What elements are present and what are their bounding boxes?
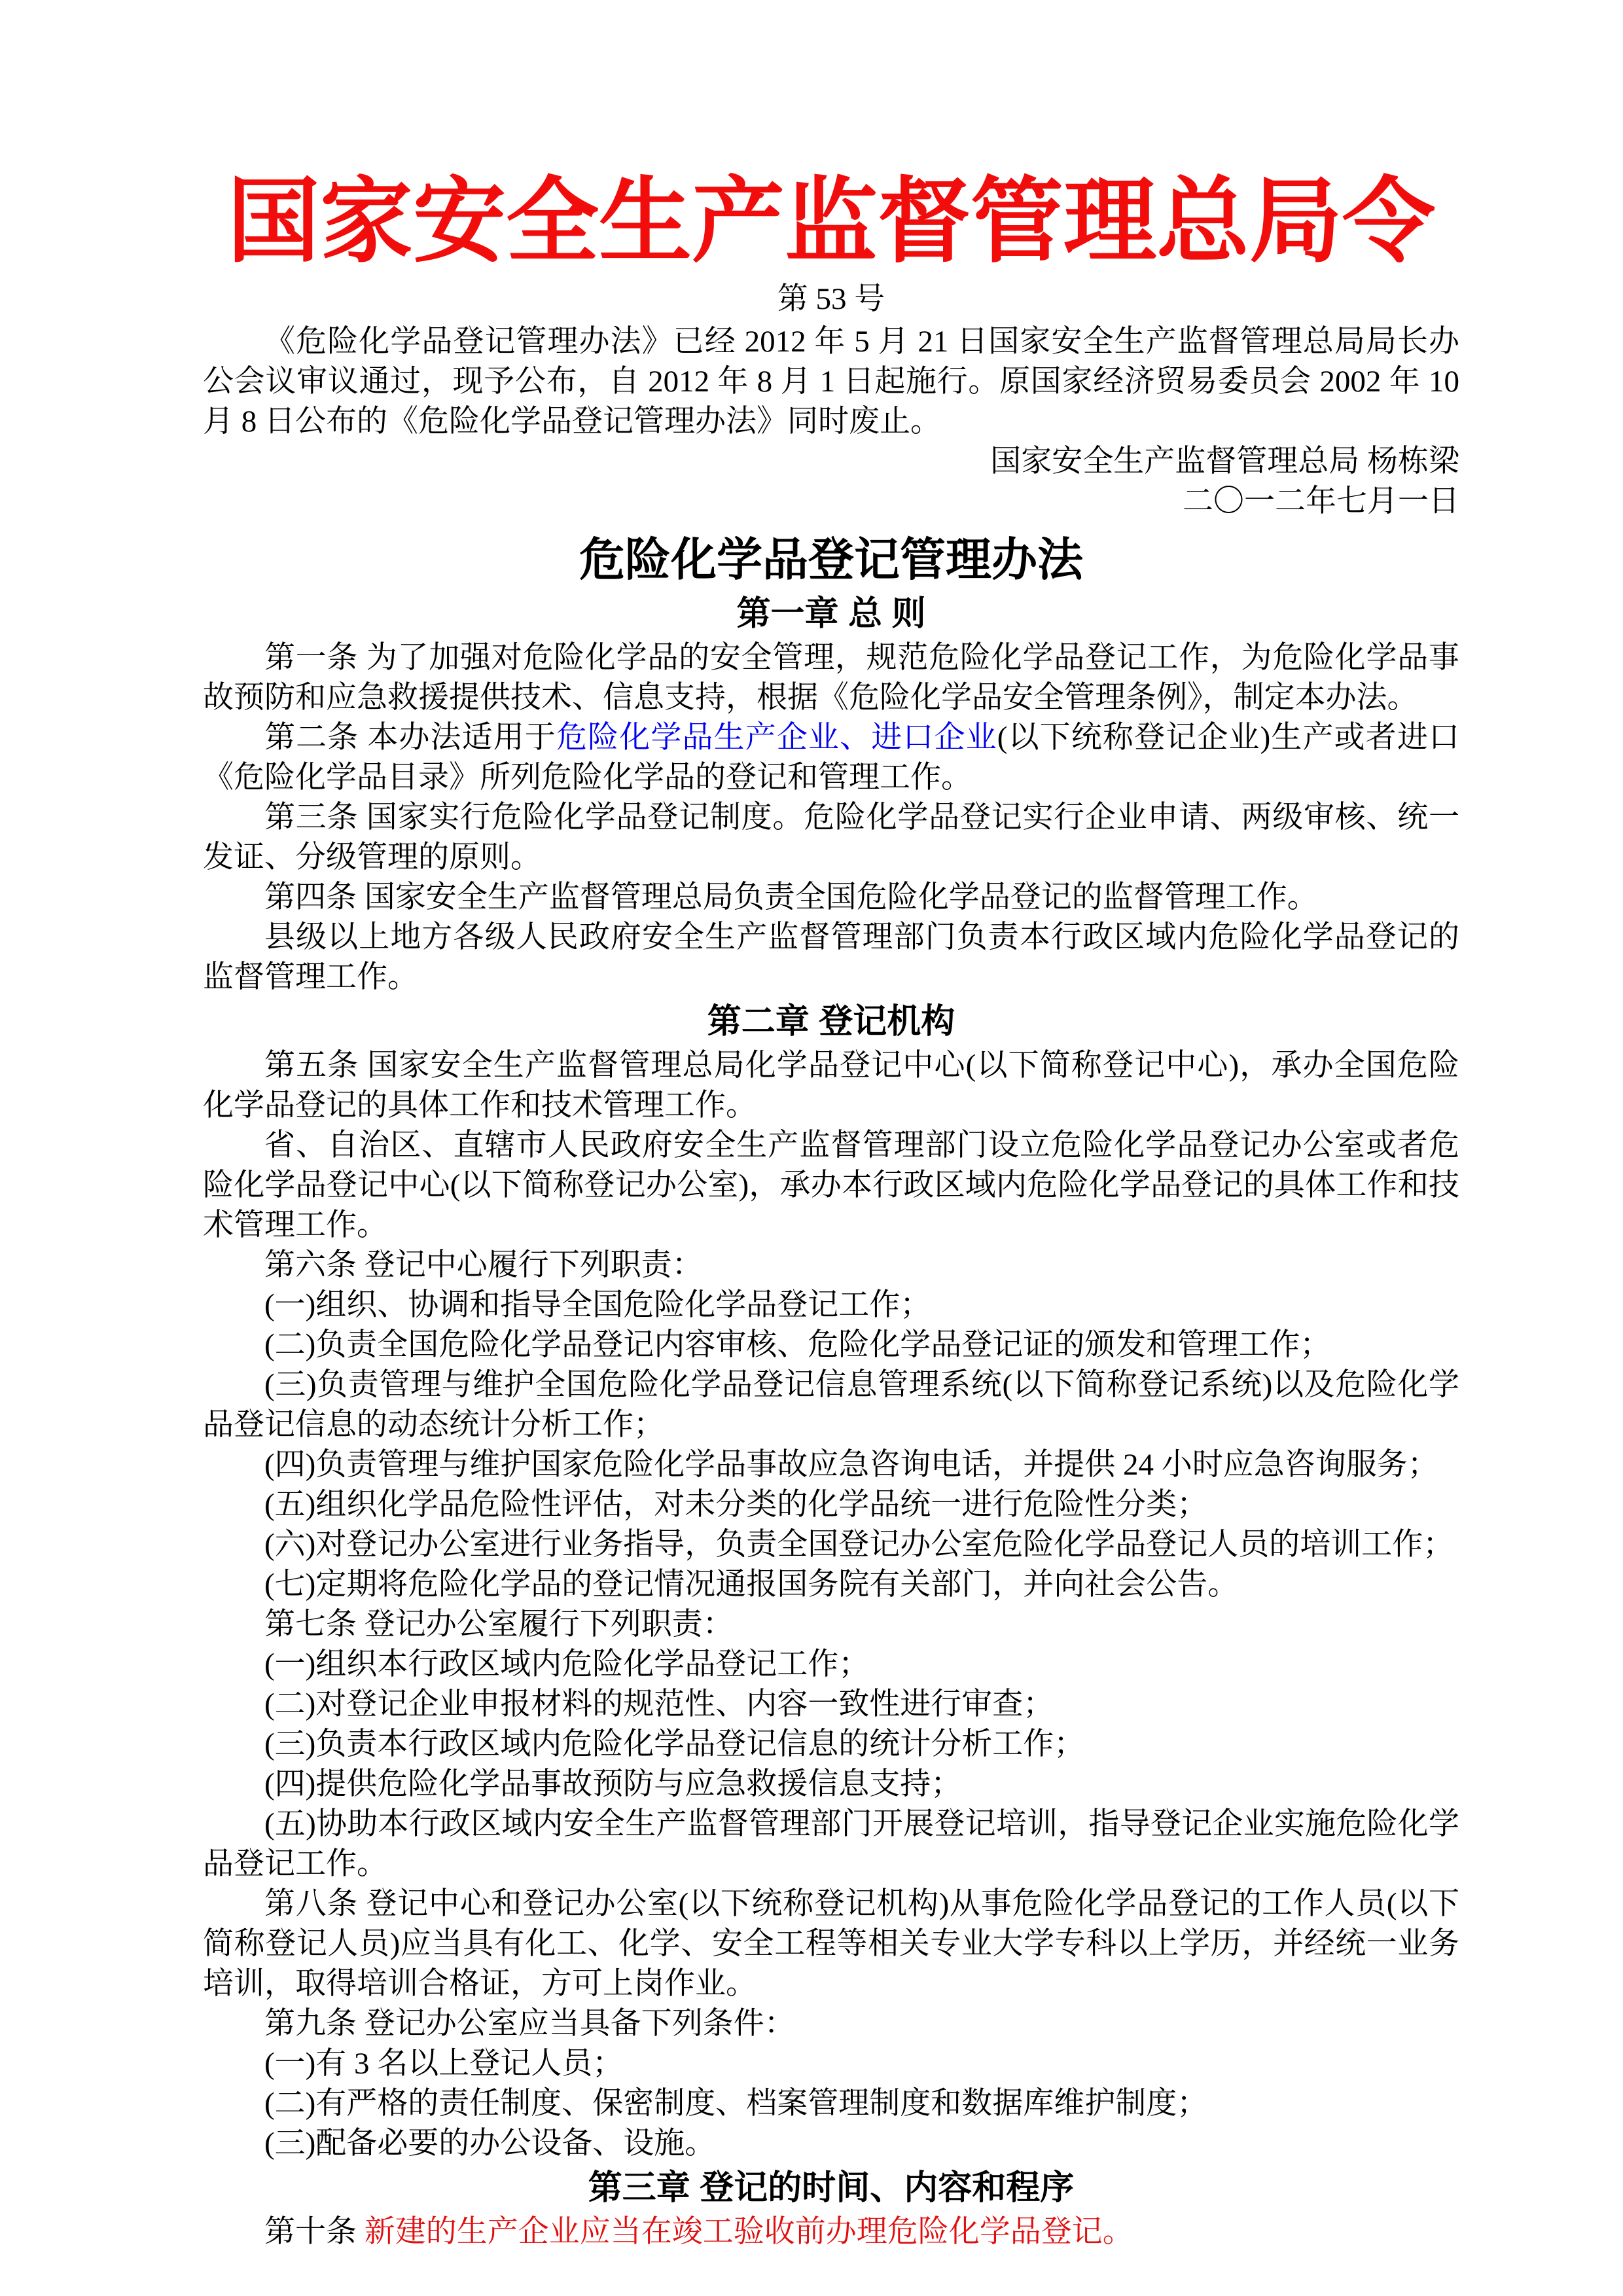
article-2-link[interactable]: 危险化学品生产企业、进口企业 — [556, 721, 997, 755]
article-10-red-text: 新建的生产企业应当在竣工验收前办理危险化学品登记。 — [364, 2215, 1133, 2250]
article-6-item-7: (七)定期将危险化学品的登记情况通报国务院有关部门，并向社会公告。 — [264, 1568, 1239, 1602]
article-7-item-3: (三)负责本行政区域内危险化学品登记信息的统计分析工作； — [264, 1727, 1085, 1762]
article-6-item-5: (五)组织化学品危险性评估，对未分类的化学品统一进行危险性分类； — [264, 1488, 1208, 1522]
article-9-item-2: (二)有严格的责任制度、保密制度、档案管理制度和数据库维护制度； — [264, 2087, 1208, 2121]
chapter-3-heading: 第三章 登记的时间、内容和程序 — [588, 2169, 1075, 2208]
article-9: 第九条 登记办公室应当具备下列条件： — [264, 2007, 795, 2041]
chapter-1-heading: 第一章 总 则 — [736, 595, 926, 634]
signature-line: 国家安全生产监督管理总局 杨栋梁 — [990, 444, 1459, 479]
article-6-item-2: (二)负责全国危险化学品登记内容审核、危险化学品登记证的颁发和管理工作； — [264, 1328, 1331, 1363]
article-2-suffix: (以下统称登记企业)生产或者进口《危险化学品目录》所列危险化学品的登记和管理工作。 — [203, 721, 1459, 795]
article-1: 第一条 为了加强对危险化学品的安全管理，规范危险化学品登记工作，为危险化学品事故预防和应急救援提供技术、信息支持，根据《危险化学品安全管理条例》，制定本办法。 — [203, 641, 1459, 715]
article-6-item-1: (一)组织、协调和指导全国危险化学品登记工作； — [264, 1288, 931, 1323]
article-7: 第七条 登记办公室履行下列职责： — [264, 1607, 734, 1642]
article-6-item-6: (六)对登记办公室进行业务指导，负责全国登记办公室危险化学品登记人员的培训工作； — [264, 1528, 1454, 1562]
article-7-item-2: (二)对登记企业申报材料的规范性、内容一致性进行审查； — [264, 1687, 1054, 1722]
chapter-2-heading: 第二章 登记机构 — [707, 1003, 955, 1041]
article-3: 第三条 国家实行危险化学品登记制度。危险化学品登记实行企业申请、两级审核、统一发证、分级管理的原则。 — [203, 800, 1459, 875]
order-number: 第 53 号 — [777, 282, 885, 317]
article-2-prefix: 第二条 本办法适用于 — [264, 721, 557, 755]
article-8: 第八条 登记中心和登记办公室(以下统称登记机构)从事危险化学品登记的工作人员(以下简称登记人员)应当具有化工、化学、安全工程等相关专业大学专科以上学历，并经统一业务培训，取得培训合格证，方可上岗作业。 — [203, 1887, 1459, 2001]
document-title: 危险化学品登记管理办法 — [579, 534, 1083, 586]
article-10-label: 第十条 — [264, 2215, 365, 2250]
article-10 — [203, 2212, 1459, 2252]
article-6-item-3: (三)负责管理与维护全国危险化学品登记信息管理系统(以下简称登记系统)以及危险化学品登记信息的动态统计分析工作； — [203, 1368, 1459, 1443]
article-4-paragraph-2: 县级以上地方各级人民政府安全生产监督管理部门负责本行政区域内危险化学品登记的监督管理工作。 — [203, 920, 1459, 995]
agency-order-banner: 国家安全生产监督管理总局令 — [227, 170, 1435, 274]
article-4: 第四条 国家安全生产监督管理总局负责全国危险化学品登记的监督管理工作。 — [264, 880, 1318, 915]
article-5: 第五条 国家安全生产监督管理总局化学品登记中心(以下简称登记中心)，承办全国危险化学品登记的具体工作和技术管理工作。 — [203, 1049, 1459, 1123]
article-9-item-1: (一)有 3 名以上登记人员； — [264, 2047, 624, 2081]
article-6: 第六条 登记中心履行下列职责： — [264, 1248, 703, 1283]
article-2 — [203, 718, 1459, 798]
article-9-item-3: (三)配备必要的办公设备、设施。 — [264, 2126, 716, 2161]
signature-date: 二〇一二年七月一日 — [1183, 484, 1459, 519]
article-7-item-4: (四)提供危险化学品事故预防与应急救援信息支持； — [264, 1767, 962, 1802]
preamble-paragraph: 《危险化学品登记管理办法》已经 2012 年 5 月 21 日国家安全生产监督管理总局局长办公会议审议通过，现予公布，自 2012 年 8 月 1 日起施行。原国家经济贸易委员会 2002 年 10 月 8 日公布的《危险化学品登记管理办法》同时废止。 — [203, 325, 1459, 439]
article-7-item-1: (一)组织本行政区域内危险化学品登记工作； — [264, 1647, 870, 1682]
article-6-item-4: (四)负责管理与维护国家危险化学品事故应急咨询电话，并提供 24 小时应急咨询服务； — [264, 1448, 1438, 1482]
article-5-paragraph-2: 省、自治区、直辖市人民政府安全生产监督管理部门设立危险化学品登记办公室或者危险化学品登记中心(以下简称登记办公室)，承办本行政区域内危险化学品登记的具体工作和技术管理工作。 — [203, 1128, 1459, 1243]
article-7-item-5: (五)协助本行政区域内安全生产监督管理部门开展登记培训，指导登记企业实施危险化学品登记工作。 — [203, 1807, 1459, 1882]
